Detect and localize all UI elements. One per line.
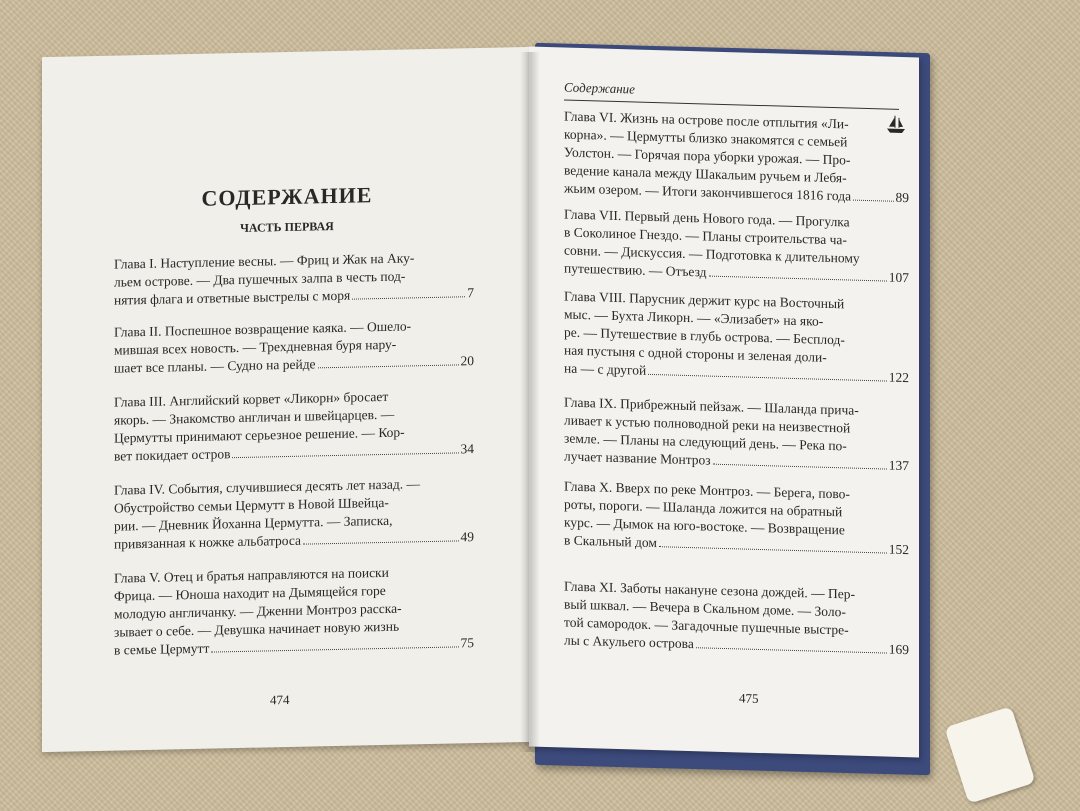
toc-page-number: 89	[895, 189, 909, 206]
toc-entry	[564, 288, 909, 388]
toc-line: путешествию. — Отъезд	[564, 260, 707, 280]
toc-line: жьим озером. — Итоги закончившегося 1816 года	[564, 180, 852, 204]
leader-dots	[709, 276, 887, 282]
toc-line: Глава X. Вверх по реке Монтроз. — Берега, пово-	[564, 478, 850, 502]
toc-line: лы с Акульего острова	[564, 632, 694, 652]
toc-entry	[114, 562, 474, 660]
toc-line: мившая всех новость. — Трехдневная буря нару-	[114, 336, 397, 358]
toc-entry	[564, 108, 909, 208]
toc-entry	[564, 206, 909, 288]
toc-line: Глава VIII. Парусник держит курс на Восточный	[564, 288, 845, 312]
toc-line: ре. — Путешествие в глубь острова. — Бесплод-	[564, 324, 845, 348]
leader-dots	[853, 200, 893, 202]
toc-line: Фрица. — Юноша находит на Дымящейся горе	[114, 582, 386, 604]
toc-page-number: 7	[467, 285, 474, 301]
toc-line: на — с другой	[564, 360, 647, 378]
running-head: Содержание	[564, 79, 635, 97]
leader-dots	[713, 464, 887, 470]
toc-entry	[564, 478, 909, 560]
toc-page-number: 169	[888, 641, 909, 658]
toc-line: Глава III. Английский корвет «Ликорн» бросает	[114, 388, 389, 410]
book-gutter	[520, 52, 540, 752]
leader-dots	[648, 374, 887, 382]
toc-line: мыс. — Бухта Ликорн. — «Элизабет» на яко-	[564, 306, 824, 329]
leader-dots	[211, 646, 458, 652]
toc-page-number: 75	[460, 635, 474, 651]
leader-dots	[696, 647, 887, 653]
toc-entry	[114, 474, 474, 554]
toc-line: той самородок. — Загадочные пушечные выстре-	[564, 614, 849, 638]
toc-line: рии. — Дневник Йоханна Цермутта. — Записка,	[114, 512, 393, 534]
leader-dots	[232, 452, 458, 458]
toc-entry	[114, 248, 474, 310]
toc-entry	[114, 386, 474, 466]
toc-line: шает все планы. — Судно на рейде	[114, 356, 316, 376]
contents-title: СОДЕРЖАНИЕ	[201, 182, 373, 211]
toc-line: льем острове. — Два пушечных залпа в честь под-	[114, 268, 406, 290]
toc-line: молодую англичанку. — Дженни Монтроз расска-	[114, 600, 402, 622]
toc-line: роты, пороги. — Шаланда ложится на обратный	[564, 496, 843, 520]
toc-page-number: 107	[888, 269, 909, 286]
toc-line: в Соколиное Гнездо. — Планы строительства ча-	[564, 224, 847, 248]
page-number-left: 474	[270, 691, 290, 708]
toc-line: Цермутты принимают серьезное решение. — Кор-	[114, 424, 405, 446]
toc-line: Глава VII. Первый день Нового года. — Прогулка	[564, 206, 850, 230]
toc-page-number: 122	[888, 369, 909, 386]
leader-dots	[352, 296, 465, 299]
leader-dots	[303, 540, 458, 544]
toc-line: лучает название Монтроз	[564, 448, 711, 468]
toc-line: совни. — Дискуссия. — Подготовка к длительному	[564, 242, 860, 266]
toc-line: земле. — Планы на следующий день. — Река по-	[564, 430, 847, 454]
leader-dots	[318, 364, 459, 368]
toc-page-number: 152	[888, 541, 909, 558]
toc-line: зывает о себе. — Девушка начинает новую жизнь	[114, 618, 400, 640]
clothespin-clip	[944, 706, 1035, 804]
toc-page-number: 34	[460, 441, 474, 457]
toc-line: Глава I. Наступление весны. — Фриц и Жак на Аку-	[114, 250, 415, 272]
leader-dots	[659, 546, 887, 553]
toc-line: Глава VI. Жизнь на острове после отплытия «Ли-	[564, 108, 849, 132]
toc-line: ная пустыня с одной стороны и зеленая доли-	[564, 342, 827, 365]
toc-line: Глава V. Отец и братья направляются на поиски	[114, 564, 389, 586]
toc-entry	[114, 316, 474, 378]
toc-line: вет покидает остров	[114, 446, 231, 464]
toc-entry	[564, 578, 909, 660]
toc-line: Глава XI. Заботы накануне сезона дождей. — Пер-	[564, 578, 855, 602]
toc-line: нятия флага и ответные выстрелы с моря	[114, 287, 351, 308]
toc-line: курс. — Дымок на юго-востоке. — Возвращение	[564, 514, 845, 538]
part-title: ЧАСТЬ ПЕРВАЯ	[240, 219, 334, 235]
toc-line: Глава II. Поспешное возвращение каяка. — Ошело-	[114, 318, 412, 340]
toc-line: в семье Цермутт	[114, 640, 210, 658]
toc-page-number: 20	[460, 353, 474, 369]
page-number-right: 475	[739, 690, 759, 706]
toc-line: корна». — Цермутты близко знакомятся с семьей	[564, 126, 848, 150]
toc-line: Уолстон. — Горячая пора уборки урожая. — Про-	[564, 144, 851, 168]
toc-line: Обустройство семьи Цермутт в Новой Швейца-	[114, 494, 389, 516]
right-page	[529, 47, 919, 758]
toc-entry	[564, 394, 909, 476]
toc-line: якорь. — Знакомство англичан и швейцарцев. —	[114, 406, 395, 428]
toc-page-number: 49	[460, 529, 474, 545]
toc-line: вый шквал. — Вечера в Скальном доме. — Золо-	[564, 596, 846, 620]
left-page	[42, 47, 532, 752]
toc-page-number: 137	[888, 457, 909, 474]
toc-line: ведение канала между Шакальим ручьем и Лебя-	[564, 162, 847, 186]
toc-line: привязанная к ножке альбатроса	[114, 532, 302, 552]
toc-line: в Скальный дом	[564, 532, 657, 551]
toc-line: Глава IX. Прибрежный пейзаж. — Шаланда прича-	[564, 394, 859, 418]
toc-line: Глава IV. События, случившиеся десять лет назад. —	[114, 476, 420, 498]
toc-line: ливает к устью полноводной реки на неизвестной	[564, 412, 851, 436]
